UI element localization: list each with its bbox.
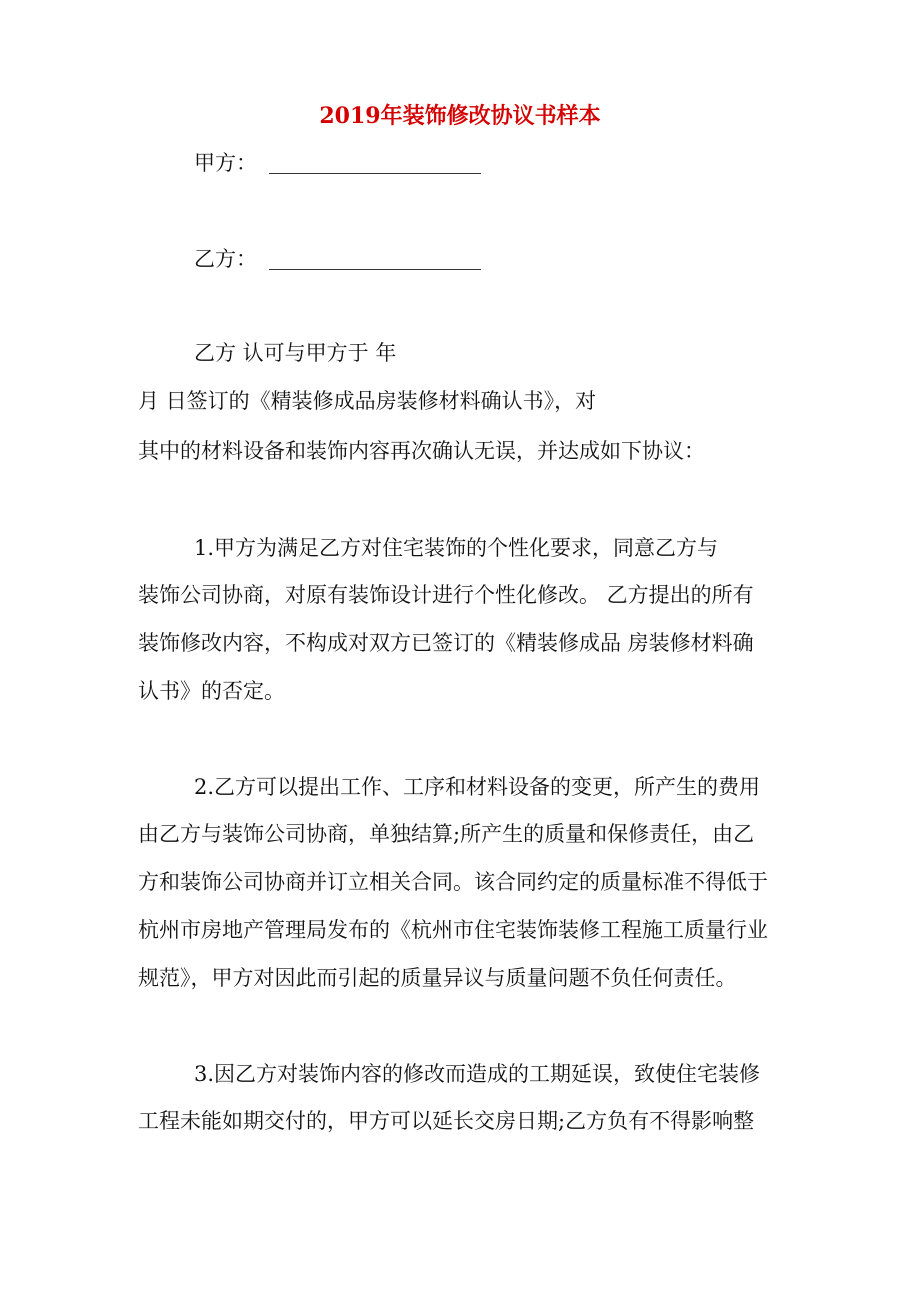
party-a-label: 甲方： bbox=[194, 151, 257, 175]
clause2-line-4: 杭州市房地产管理局发布的《杭州市住宅装饰装修工程施工质量行业 bbox=[138, 918, 768, 942]
document-title: 2019年装饰修改协议书样本 bbox=[319, 103, 601, 129]
clause1-line-4: 认书》的否定。 bbox=[138, 679, 285, 703]
clause2-line-3: 方和装饰公司协商并订立相关合同。该合同约定的质量标准不得低于 bbox=[138, 870, 768, 894]
intro-line-2: 月 日签订的《精装修成品房装修材料确认书》，对 bbox=[138, 389, 597, 413]
party-a-line bbox=[194, 148, 481, 178]
clause1-line-1: 1.甲方为满足乙方对住宅装饰的个性化要求，同意乙方与 bbox=[194, 536, 719, 560]
clause2-line-1: 2.乙方可以提出工作、工序和材料设备的变更，所产生的费用 bbox=[194, 775, 761, 799]
clause2-line-5: 规范》，甲方对因此而引起的质量异议与质量问题不负任何责任。 bbox=[138, 966, 737, 990]
party-b-line bbox=[194, 244, 481, 274]
clause3-line-2: 工程未能如期交付的，甲方可以延长交房日期;乙方负有不得影响整 bbox=[138, 1109, 755, 1133]
clause3-line-1: 3.因乙方对装饰内容的修改而造成的工期延误，致使住宅装修 bbox=[194, 1062, 761, 1086]
clause1-line-3: 装饰修改内容，不构成对双方已签订的《精装修成品 房装修材料确 bbox=[138, 631, 754, 655]
party-b-blank bbox=[269, 247, 481, 270]
intro-line-3: 其中的材料设备和装饰内容再次确认无误，并达成如下协议： bbox=[138, 439, 705, 463]
clause1-line-2: 装饰公司协商，对原有装饰设计进行个性化修改。 乙方提出的所有 bbox=[138, 583, 754, 607]
clause2-line-2: 由乙方与装饰公司协商，单独结算;所产生的质量和保修责任，由乙 bbox=[138, 822, 755, 846]
party-a-blank bbox=[269, 151, 481, 174]
party-b-label: 乙方： bbox=[194, 247, 257, 271]
intro-line-1: 乙方 认可与甲方于 年 bbox=[194, 341, 397, 365]
